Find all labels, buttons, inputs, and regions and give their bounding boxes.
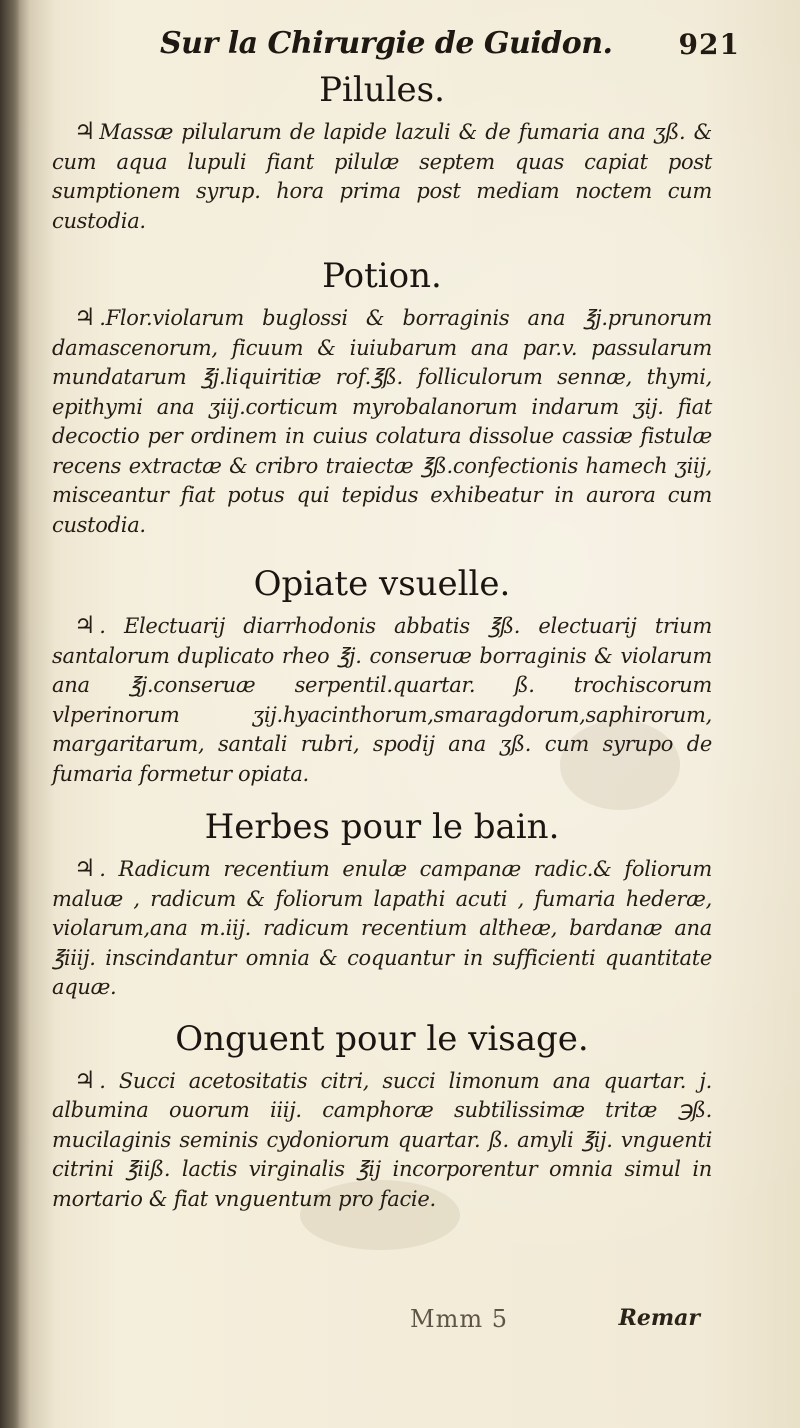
recipe-symbol-icon: ♃ xyxy=(74,302,96,331)
page-footer xyxy=(400,1305,700,1345)
section-heading-potion: Potion. xyxy=(322,256,442,296)
recipe-symbol-icon: ♃ xyxy=(74,853,96,882)
page-content xyxy=(52,68,712,1222)
recipe-symbol-icon: ♃ xyxy=(74,1064,96,1094)
recipe-potion xyxy=(52,302,712,540)
section-heading-herbes: Herbes pour le bain. xyxy=(204,807,560,847)
recipe-herbes xyxy=(52,853,712,1003)
recipe-text: . Radicum recentium enulæ campanæ radic.& foliorum maluæ , radicum & foliorum lapathi acuti , fumaria hederæ, violarum,ana m.iij. radicum recentium altheæ, bardanæ ana ℥iiij. inscindantur omnia & coquantur in sufficienti quantitate aquæ. xyxy=(52,857,712,999)
section-heading-onguent: Onguent pour le visage. xyxy=(175,1018,589,1059)
section-heading-pilules: Pilules. xyxy=(319,70,445,110)
signature-mark: Mmm 5 xyxy=(410,1305,508,1333)
recipe-symbol-icon: ♃ xyxy=(74,610,96,639)
recipe-onguent xyxy=(52,1065,712,1215)
recipe-text: .Flor.violarum buglossi & borraginis ana ℥j.prunorum damascenorum, ficuum & iuiubarum ana par.v. passularum mundatarum ℥j.liquiritiæ rof.℥ß. folliculorum sennæ, thymi, epithymi ana ʒiij.corticum myrobalanorum indarum ʒij. fiat decoctio per ordinem in cuius colatura dissolue cassiæ fistulæ recens extractæ & cribro traiectæ ℥ß.confectionis hamech ʒiij, misceantur fiat potus qui tepidus exhibeatur in aurora cum custodia. xyxy=(52,306,712,537)
recipe-text: . Electuarij diarrhodonis abbatis ℥ß. electuarij trium santalorum duplicato rheo ℥j. conseruæ borraginis & violarum ana ℥j.conseruæ serpentil.quartar. ß. trochiscorum vlperinorum ʒij.hyacinthorum,smaragdorum,saphirorum, margaritarum, santali rubri, spodij ana ʒß. cum syrupo de fumaria formetur opiata. xyxy=(52,614,712,786)
page-header xyxy=(160,20,740,70)
catchword: Remar xyxy=(618,1305,700,1331)
recipe-opiate xyxy=(52,610,712,789)
recipe-pilules xyxy=(52,116,712,236)
recipe-symbol-icon: ♃ xyxy=(74,116,96,145)
page-number: 921 xyxy=(678,28,740,61)
recipe-text: . Succi acetositatis citri, succi limonum ana quartar. j. albumina ouorum iiij. camphoræ subtilissimæ tritæ ℈ß. mucilaginis seminis cydoniorum quartar. ß. amyli ℥ij. vnguenti citrini ℥iiß. lactis virginalis ℥ij incorporentur omnia simul in mortario & fiat vnguentum pro facie. xyxy=(52,1068,712,1211)
running-title: Sur la Chirurgie de Guidon. xyxy=(160,26,613,61)
book-spine-shadow xyxy=(0,0,20,1428)
recipe-text: Massæ pilularum de lapide lazuli & de fumaria ana ʒß. & cum aqua lupuli fiant pilulæ septem quas capiat post sumptionem syrup. hora prima post mediam noctem cum custodia. xyxy=(52,120,712,233)
section-heading-opiate: Opiate vsuelle. xyxy=(253,564,511,604)
